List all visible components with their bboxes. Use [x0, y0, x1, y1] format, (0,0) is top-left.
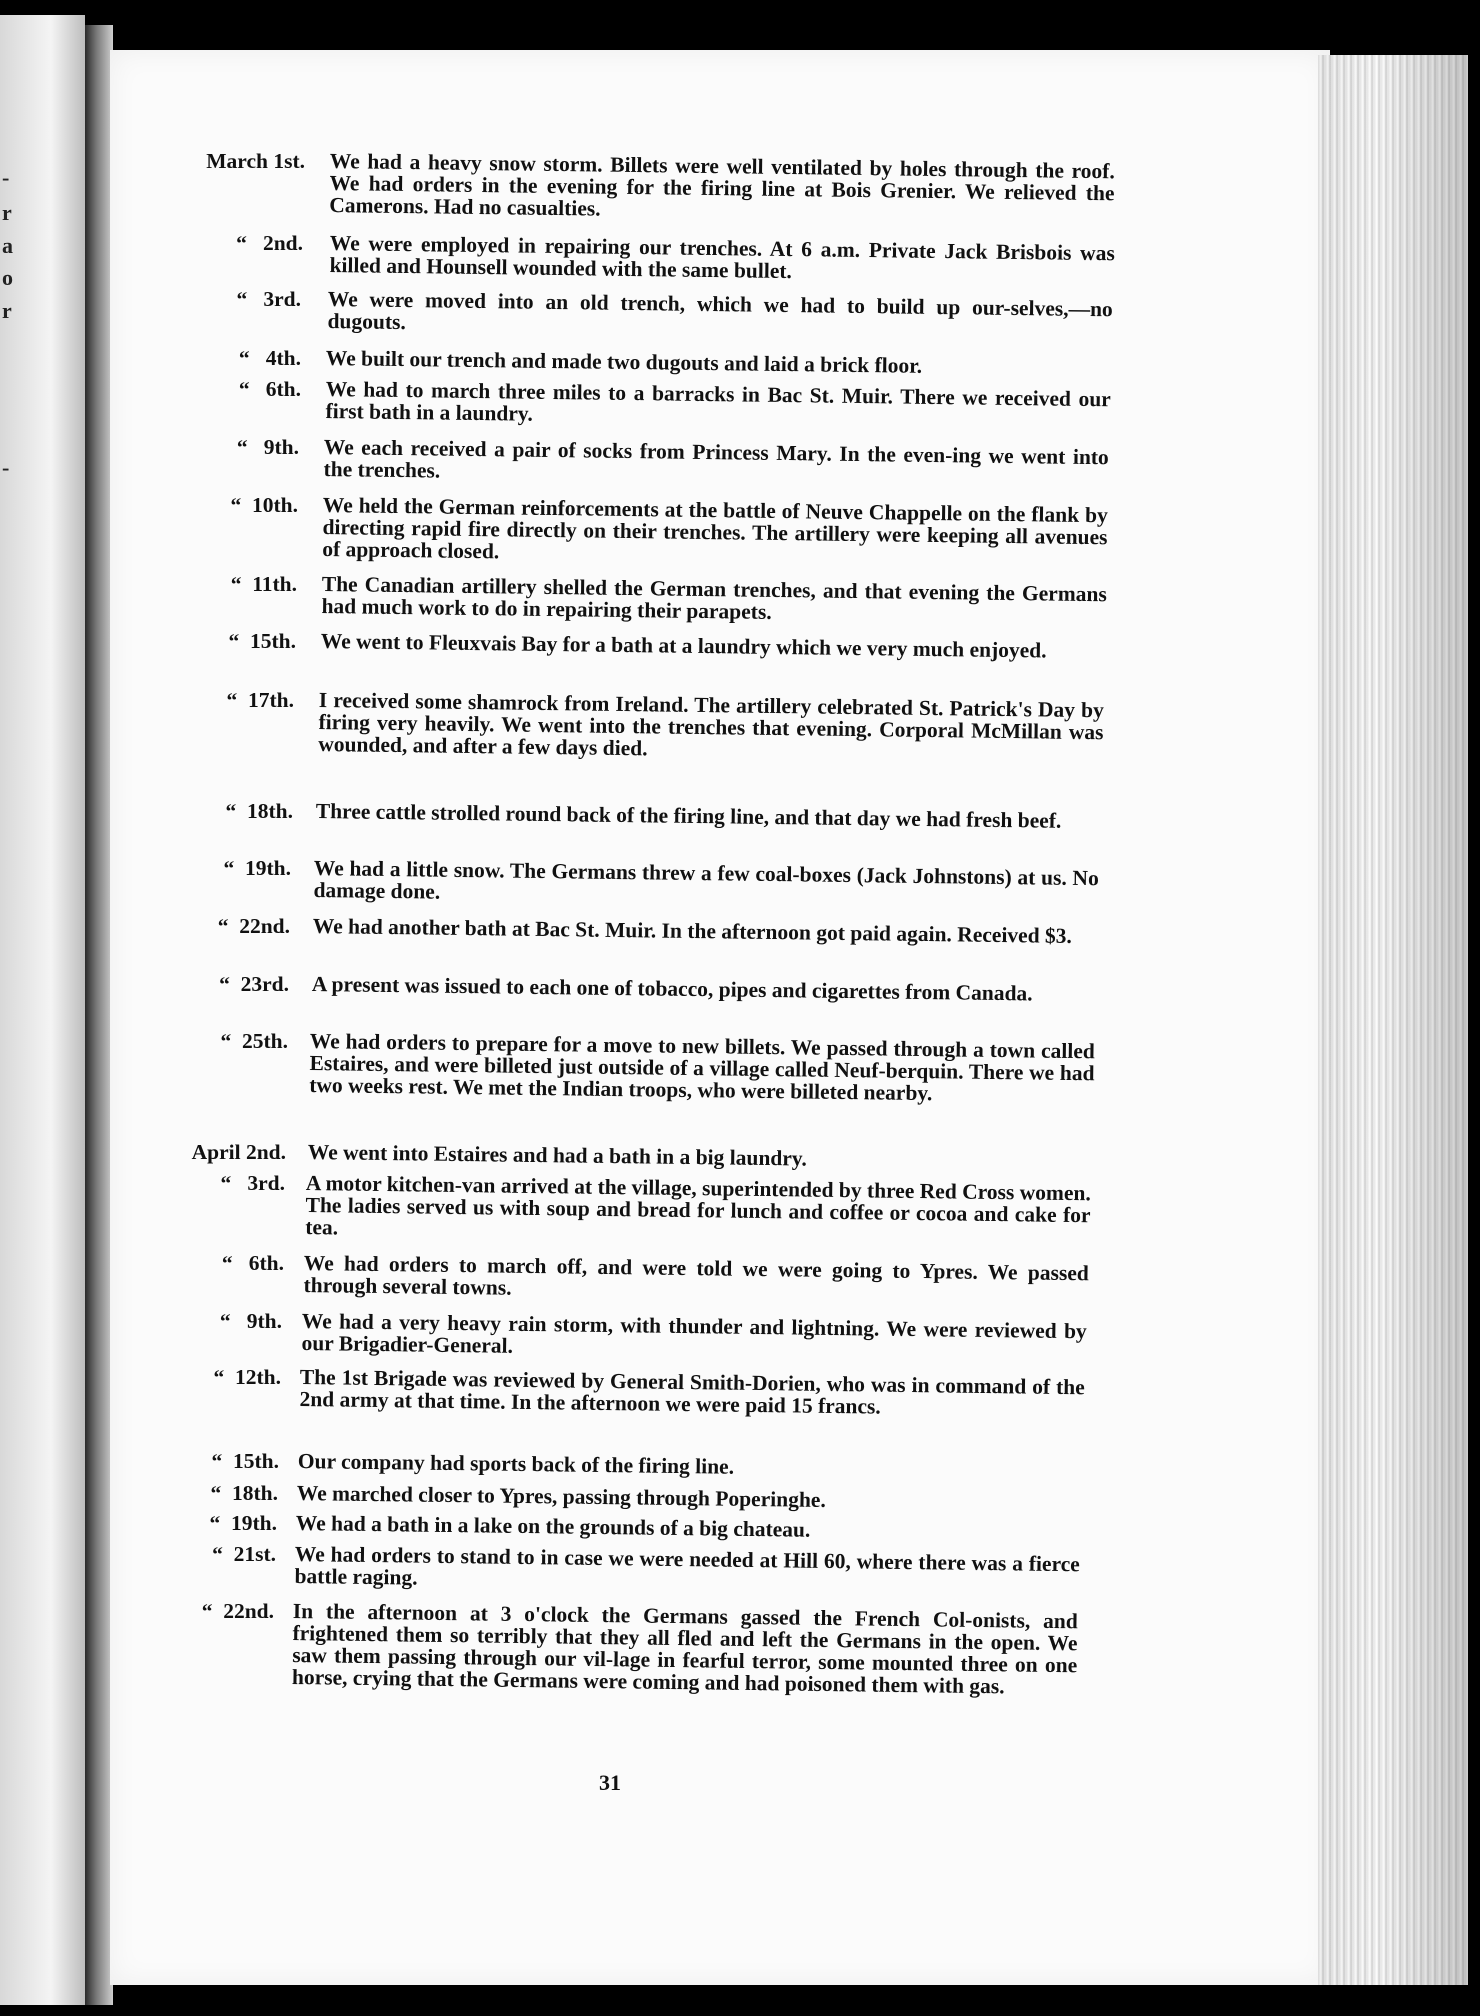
entry-text: We had a heavy snow storm. Billets were well ventilated by holes through the roof. We had orders in the evening for the firing line at Bois Grenier. We relieved the Camerons. Had no casualties. — [329, 149, 1115, 221]
entry-text: Three cattle strolled round back of the firing line, and that day we had fresh beef. — [315, 799, 1062, 833]
entry-date: “ 22nd. — [217, 914, 290, 938]
entry-date: “ 22nd. — [201, 1599, 274, 1623]
entry-date: “ 18th. — [210, 1481, 278, 1505]
left-page-fragment: a — [2, 233, 13, 258]
entry-date: “ 9th. — [236, 435, 299, 459]
page-number: 31 — [599, 1770, 621, 1795]
entry-text: We built our trench and made two dugouts and laid a brick floor. — [325, 346, 923, 378]
entry-date: “ 17th. — [226, 688, 294, 712]
entry-date: “ 15th. — [228, 629, 296, 653]
entry-date: “ 18th. — [225, 799, 293, 823]
left-page-fragment: r — [2, 200, 12, 225]
entry-text: The Canadian artillery shelled the German trenches, and that evening the Germans had much work to do in repairing their parapets. — [321, 572, 1107, 624]
left-page-fragment: o — [2, 265, 13, 290]
entry-text: I received some shamrock from Ireland. The artillery celebrated St. Patrick's Day by firing very heavily. We went into the trenches that evening. Corporal McMillan was wounded, and after a few days died. — [318, 688, 1104, 761]
entry-date: “ 25th. — [220, 1029, 288, 1053]
entry-text: We were employed in repairing our trenches. At 6 a.m. Private Jack Brisbois was killed and Hounsell wounded with the same bullet. — [329, 231, 1115, 284]
entry-date: “ 15th. — [211, 1449, 279, 1473]
entry-text: We held the German reinforcements at the battle of Neuve Chappelle on the flank by directing rapid fire directly on their trenches. The artillery were keeping all avenues of approach closed. — [322, 493, 1108, 564]
entry-date: “ 23rd. — [219, 972, 289, 996]
entry-date: “ 19th. — [223, 856, 291, 880]
entry-text: We had a little snow. The Germans threw a few coal-boxes (Jack Johnstons) at us. No damage done. — [313, 856, 1099, 904]
entry-date: “ 11th. — [230, 572, 297, 596]
entry-text: We each received a pair of socks from Princess Mary. In the even-ing we went into the trenches. — [323, 435, 1109, 483]
entry-text: We had a very heavy rain storm, with thunder and lightning. We were reviewed by our Brigadier-General. — [301, 1309, 1087, 1358]
entry-date: “ 4th. — [238, 346, 301, 370]
entry-text: A motor kitchen-van arrived at the village, superintended by three Red Cross women. The ladies served us with soup and bread for lunch and coffee or cocoa and cake for tea. — [305, 1171, 1091, 1240]
entry-text: We had another bath at Bac St. Muir. In the afternoon got paid again. Received $3. — [312, 914, 1073, 948]
entry-text: We had orders to stand to in case we were needed at Hill 60, where there was a fierce battle raging. — [294, 1542, 1080, 1590]
left-page-fragment: - — [2, 165, 10, 190]
entry-date: “ 2nd. — [236, 231, 303, 255]
entry-text: We had a bath in a lake on the grounds of a big chateau. — [295, 1511, 811, 1542]
entry-date: “ 12th. — [213, 1365, 281, 1389]
entry-text: We went into Estaires and had a bath in a big laundry. — [307, 1140, 807, 1171]
entry-text: We had orders to march off, and were told we were going to Ypres. We passed through several towns. — [303, 1251, 1089, 1300]
left-page-fragment: r — [2, 298, 12, 323]
entry-date: “ 10th. — [230, 493, 298, 517]
entry-date: “ 6th. — [221, 1251, 284, 1275]
entry-text: We had to march three miles to a barracks in Bac St. Muir. There we received our first bath in a laundry. — [325, 377, 1111, 426]
left-page-fragment: - — [2, 455, 10, 480]
entry-date: “ 3rd. — [236, 287, 301, 311]
entry-date: “ 19th. — [209, 1511, 277, 1535]
entry-date: April 2nd. — [191, 1140, 286, 1164]
entry-text: Our company had sports back of the firing line. — [297, 1449, 735, 1479]
entry-date: “ 9th. — [219, 1309, 282, 1333]
entry-text: We were moved into an old trench, which we had to build up our-selves,—no dugouts. — [327, 287, 1113, 335]
entry-date: “ 6th. — [238, 377, 301, 401]
entry-text: We went to Fleuxvais Bay for a bath at a laundry which we very much enjoyed. — [320, 629, 1047, 663]
entry-date: “ 3rd. — [220, 1171, 285, 1195]
entry-text: In the afternoon at 3 o'clock the Germans gassed the French Col-onists, and frightened them so terribly that they all fled and left the Germans in the open. We saw them passing through our vil-lage in fearful terror, some mounted three on one horse, crying that the Germans were coming and had poisoned them with gas. — [291, 1599, 1078, 1699]
entry-date: “ 21st. — [212, 1542, 276, 1566]
entry-date: March 1st. — [206, 149, 305, 173]
entry-text: We had orders to prepare for a move to new billets. We passed through a town called Estaires, and were billeted just outside of a village called Neuf-berquin. There we had two weeks rest. We met the Indian troops, who were billeted nearby. — [309, 1029, 1095, 1106]
entry-text: We marched closer to Ypres, passing through Poperinghe. — [296, 1481, 826, 1512]
entry-text: A present was issued to each one of tobacco, pipes and cigarettes from Canada. — [311, 972, 1033, 1006]
entry-text: The 1st Brigade was reviewed by General Smith-Dorien, who was in command of the 2nd army at that time. In the afternoon we were paid 15 francs. — [299, 1365, 1085, 1419]
